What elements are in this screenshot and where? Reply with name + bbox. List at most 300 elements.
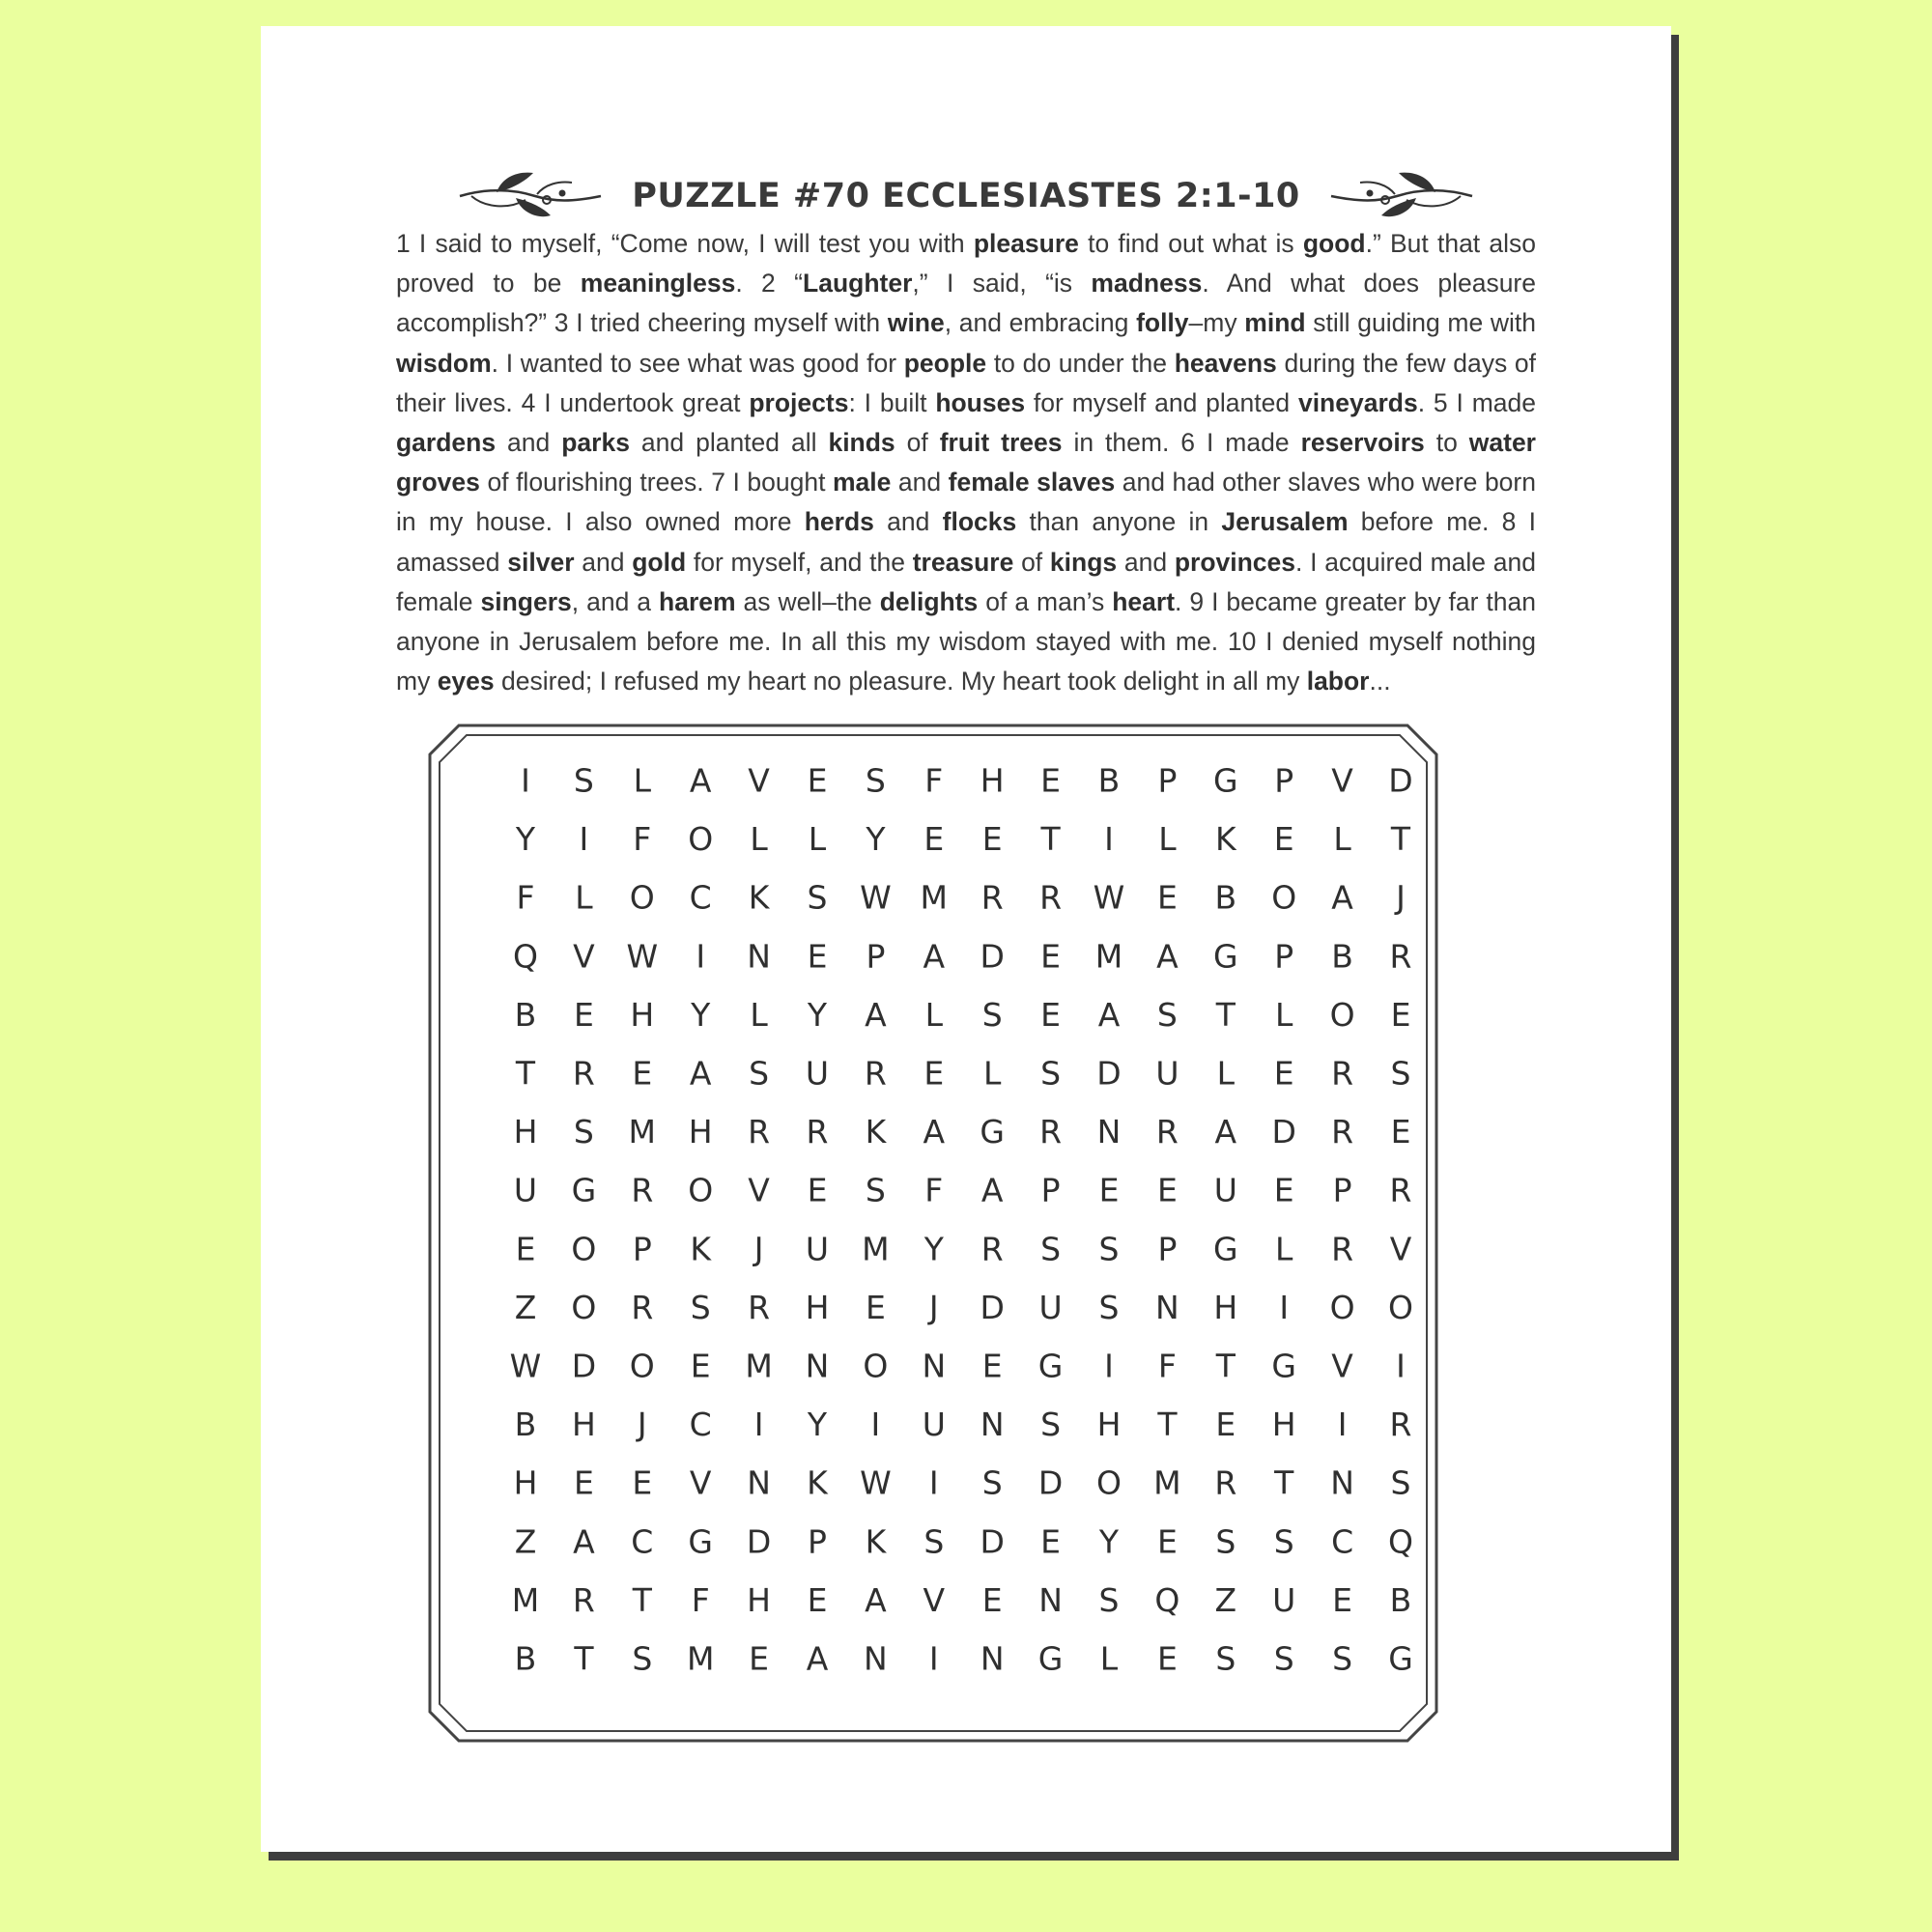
grid-letter[interactable]: D [746,1522,772,1561]
grid-letter[interactable]: K [865,1522,887,1561]
grid-letter[interactable]: S [1040,1230,1062,1268]
puzzle-title: PUZZLE #70 ECCLESIASTES 2:1-10 [632,177,1300,215]
grid-letter[interactable]: G [1271,1347,1296,1385]
passage-text: : I built [848,387,936,417]
grid-letter[interactable]: U [1155,1054,1179,1093]
grid-letter[interactable]: D [1388,761,1413,800]
grid-letter[interactable]: S [1215,1639,1236,1678]
grid-letter[interactable]: R [572,1580,595,1619]
grid-letter[interactable]: K [690,1230,712,1268]
passage-text: ,” I said, “is [912,269,1092,298]
grid-letter[interactable]: O [1388,1288,1413,1326]
grid-letter[interactable]: E [1040,937,1062,976]
grid-letter[interactable]: T [632,1580,652,1619]
grid-letter[interactable]: H [688,1113,713,1151]
grid-letter[interactable]: M [1153,1463,1181,1502]
grid-letter[interactable]: Z [514,1522,537,1561]
keyword: wine [887,308,945,338]
grid-letter[interactable]: E [1332,1580,1353,1619]
grid-letter[interactable]: Z [1214,1580,1237,1619]
grid-letter[interactable]: I [1279,1288,1290,1326]
grid-letter[interactable]: H [747,1580,772,1619]
grid-letter[interactable]: E [1156,878,1178,917]
grid-letter[interactable]: O [571,1288,597,1326]
grid-letter[interactable]: D [980,1522,1005,1561]
grid-letter[interactable]: A [1097,995,1121,1034]
passage-text: for myself, and the [686,547,913,577]
grid-letter[interactable]: E [632,1054,653,1093]
grid-letter[interactable]: O [1329,1288,1355,1326]
grid-letter[interactable]: C [631,1522,654,1561]
passage-text: and [1117,547,1175,577]
grid-letter[interactable]: V [923,1580,946,1619]
grid-letter[interactable]: W [626,937,659,976]
passage-text: and [496,428,562,458]
grid-letter[interactable]: O [629,878,655,917]
grid-letter[interactable]: M [628,1113,657,1151]
grid-letter[interactable]: E [573,995,594,1034]
grid-letter[interactable]: F [1157,1347,1177,1385]
grid-letter[interactable]: Q [1388,1522,1413,1561]
grid-letter[interactable]: A [865,995,887,1034]
grid-letter[interactable]: G [1037,1347,1064,1385]
grid-letter[interactable]: I [870,1406,881,1444]
grid-letter[interactable]: W [1093,878,1125,917]
grid-letter[interactable]: E [1098,1171,1120,1209]
grid-letter[interactable]: I [928,1463,939,1502]
grid-letter[interactable]: E [690,1347,711,1385]
grid-letter[interactable]: H [571,1406,596,1444]
grid-letter[interactable]: V [1331,1347,1353,1385]
grid-letter[interactable]: R [864,1054,887,1093]
grid-letter[interactable]: O [1096,1463,1122,1502]
grid-letter[interactable]: M [920,878,949,917]
grid-letter[interactable]: S [865,761,886,800]
grid-letter[interactable]: E [1273,1054,1294,1093]
keyword: mind [1244,308,1306,338]
grid-letter[interactable]: H [513,1463,538,1502]
grid-letter[interactable]: T [1215,995,1236,1034]
grid-letter[interactable]: R [980,1230,1004,1268]
keyword: flocks [942,507,1017,537]
grid-letter[interactable]: B [1389,1580,1412,1619]
grid-letter[interactable]: D [980,937,1005,976]
grid-letter[interactable]: N [747,937,771,976]
grid-letter[interactable]: N [805,1347,830,1385]
grid-letter[interactable]: L [808,820,827,859]
grid-letter[interactable]: R [1331,1113,1354,1151]
passage-text: . I acquired male and female [396,547,1536,616]
grid-letter[interactable]: P [1040,1171,1061,1209]
grid-letter[interactable]: H [1096,1406,1122,1444]
grid-letter[interactable]: V [748,761,770,800]
grid-letter[interactable]: S [1273,1639,1294,1678]
grid-letter[interactable]: P [1274,761,1294,800]
passage-text: as well–the [735,586,880,616]
grid-letter[interactable]: E [981,1347,1003,1385]
grid-letter[interactable]: T [1390,820,1411,859]
keyword: people [903,348,987,378]
grid-letter[interactable]: E [1040,995,1062,1034]
grid-letter[interactable]: O [1271,878,1297,917]
grid-letter[interactable]: S [1098,1288,1120,1326]
grid-letter[interactable]: D [1096,1054,1122,1093]
grid-letter[interactable]: E [981,820,1003,859]
passage-text: and planted all [629,428,829,458]
grid-letter[interactable]: A [1214,1113,1237,1151]
grid-letter[interactable]: N [1038,1580,1063,1619]
keyword: heavens [1174,348,1277,378]
grid-letter[interactable]: K [807,1463,828,1502]
grid-letter[interactable]: A [980,1171,1004,1209]
grid-letter[interactable]: R [1389,1171,1412,1209]
grid-letter[interactable]: D [1037,1463,1064,1502]
grid-letter[interactable]: A [865,1580,887,1619]
grid-letter[interactable]: B [514,1639,537,1678]
grid-letter[interactable]: L [750,820,768,859]
grid-letter[interactable]: S [1390,1463,1411,1502]
keyword: madness [1091,269,1203,298]
grid-letter[interactable]: V [1331,761,1353,800]
grid-letter[interactable]: T [574,1639,594,1678]
grid-letter[interactable]: E [807,1580,828,1619]
grid-letter[interactable]: E [1040,761,1062,800]
keyword: female slaves [948,468,1116,497]
grid-letter[interactable]: I [1104,820,1114,859]
grid-letter[interactable]: A [1156,937,1179,976]
passage-text: still guiding me with [1305,308,1536,338]
passage-text: and [574,547,633,577]
grid-letter[interactable]: S [1156,995,1178,1034]
grid-letter[interactable]: P [1157,1230,1178,1268]
grid-letter[interactable]: N [980,1639,1005,1678]
grid-letter[interactable]: F [924,1171,944,1209]
grid-letter[interactable]: S [865,1171,886,1209]
grid-letter[interactable]: N [747,1463,771,1502]
grid-letter[interactable]: R [631,1171,654,1209]
grid-letter[interactable]: U [1272,1580,1296,1619]
passage-text: . And what does pleasure accomplish?” 3 I tried cheering myself with [396,269,1536,338]
grid-letter[interactable]: O [688,1171,714,1209]
grid-letter[interactable]: N [980,1406,1005,1444]
grid-letter[interactable]: A [923,937,946,976]
grid-letter[interactable]: O [629,1347,655,1385]
grid-letter[interactable]: L [575,878,593,917]
grid-letter[interactable]: F [924,761,944,800]
grid-letter[interactable]: I [696,937,706,976]
passage-text: for myself and planted [1025,387,1298,417]
keyword: eyes [437,667,495,696]
grid-letter[interactable]: S [1098,1230,1120,1268]
grid-letter[interactable]: R [1039,878,1063,917]
grid-letter[interactable]: L [1275,995,1293,1034]
grid-letter[interactable]: H [1271,1406,1296,1444]
passage-text: to find out what is [1078,229,1303,258]
grid-letter[interactable]: S [981,1463,1003,1502]
keyword: kings [1049,547,1118,577]
grid-letter[interactable]: P [808,1522,827,1561]
grid-letter[interactable]: E [807,937,828,976]
grid-letter[interactable]: N [1155,1288,1179,1326]
grid-letter[interactable]: F [691,1580,710,1619]
grid-letter[interactable]: E [632,1463,653,1502]
grid-letter[interactable]: G [1213,937,1238,976]
grid-letter[interactable]: E [1390,995,1411,1034]
letter-grid [510,762,1413,1678]
grid-letter[interactable]: K [865,1113,887,1151]
grid-letter[interactable]: Y [807,995,828,1034]
grid-letter[interactable]: G [1037,1639,1064,1678]
grid-letter[interactable]: E [865,1288,886,1326]
keyword: wisdom [396,348,492,378]
grid-letter[interactable]: M [745,1347,773,1385]
grid-letter[interactable]: T [1274,1463,1294,1502]
grid-letter[interactable]: U [805,1054,830,1093]
grid-letter[interactable]: I [579,820,589,859]
grid-letter[interactable]: H [980,761,1005,800]
grid-letter[interactable]: V [748,1171,770,1209]
grid-letter[interactable]: E [515,1230,536,1268]
passage-text: of [895,428,940,458]
passage-text: , and a [571,586,660,616]
grid-letter[interactable]: Y [807,1406,828,1444]
grid-letter[interactable]: S [923,1522,945,1561]
passage-text: to do under the [986,348,1175,378]
grid-letter[interactable]: H [513,1113,538,1151]
grid-letter[interactable]: D [571,1347,597,1385]
keyword: Jerusalem [1221,507,1349,537]
grid-letter[interactable]: Q [513,937,538,976]
grid-letter[interactable]: N [922,1347,947,1385]
grid-letter[interactable]: J [928,1288,939,1326]
grid-letter[interactable]: W [509,1347,542,1385]
grid-letter[interactable]: T [515,1054,536,1093]
grid-letter[interactable]: K [748,878,770,917]
passage-text: of a man’s [978,586,1113,616]
keyword: treasure [912,547,1014,577]
grid-letter[interactable]: R [1331,1230,1354,1268]
grid-letter[interactable]: L [924,995,943,1034]
grid-letter[interactable]: A [689,1054,712,1093]
grid-letter[interactable]: R [1039,1113,1063,1151]
grid-letter[interactable]: U [922,1406,946,1444]
grid-letter[interactable]: R [631,1288,654,1326]
grid-letter[interactable]: E [1156,1171,1178,1209]
passage-text: desired; I refused my heart no pleasure. My heart took delight in all my [494,667,1307,696]
grid-letter[interactable]: S [1390,1054,1411,1093]
grid-letter[interactable]: L [1099,1639,1119,1678]
grid-letter[interactable]: S [749,1054,770,1093]
grid-letter[interactable]: O [688,820,714,859]
grid-letter[interactable]: E [1390,1113,1411,1151]
grid-letter[interactable]: I [753,1406,764,1444]
grid-letter[interactable]: O [863,1347,889,1385]
grid-letter[interactable]: S [1215,1522,1236,1561]
grid-letter[interactable]: R [1155,1113,1179,1151]
grid-letter[interactable]: F [633,820,652,859]
grid-letter[interactable]: B [514,995,537,1034]
grid-letter[interactable]: S [1040,1054,1062,1093]
grid-letter[interactable]: R [748,1113,771,1151]
passage-text: and [891,468,949,497]
grid-letter[interactable]: E [807,1171,828,1209]
grid-letter[interactable]: B [1214,878,1237,917]
grid-letter[interactable]: M [862,1230,890,1268]
grid-letter[interactable]: D [980,1288,1005,1326]
grid-letter[interactable]: D [1271,1113,1296,1151]
grid-letter[interactable]: T [1215,1347,1236,1385]
grid-letter[interactable]: M [1094,937,1123,976]
grid-letter[interactable]: L [1275,1230,1293,1268]
grid-letter[interactable]: E [923,820,945,859]
grid-letter[interactable]: R [1331,1054,1354,1093]
grid-letter[interactable]: I [1104,1347,1114,1385]
grid-letter[interactable]: J [1396,878,1406,917]
grid-letter[interactable]: I [1396,1347,1406,1385]
passage-text: before me. 8 I amassed [396,507,1536,577]
grid-letter[interactable]: G [571,1171,597,1209]
grid-letter[interactable]: P [1332,1171,1352,1209]
grid-letter[interactable]: R [572,1054,595,1093]
grid-letter[interactable]: J [637,1406,647,1444]
grid-letter[interactable]: E [1040,1522,1062,1561]
grid-letter[interactable]: G [980,1113,1005,1151]
grid-letter[interactable]: Y [515,820,536,859]
grid-letter[interactable]: S [1332,1639,1353,1678]
grid-letter[interactable]: U [513,1171,538,1209]
grid-letter[interactable]: J [753,1230,764,1268]
grid-letter[interactable]: H [630,995,655,1034]
grid-letter[interactable]: E [1156,1522,1178,1561]
grid-letter[interactable]: R [806,1113,829,1151]
grid-letter[interactable]: E [1273,820,1294,859]
grid-letter[interactable]: P [1157,761,1178,800]
grid-letter[interactable]: R [1389,1406,1412,1444]
grid-letter[interactable]: W [860,1463,892,1502]
passage-text: . 5 I made [1417,387,1536,417]
grid-letter[interactable]: V [573,937,595,976]
grid-letter[interactable]: E [749,1639,770,1678]
grid-letter[interactable]: P [866,937,886,976]
grid-letter[interactable]: S [981,995,1003,1034]
passage-text: of flourishing trees. 7 I bought [479,468,833,497]
grid-letter[interactable]: Z [514,1288,537,1326]
grid-letter[interactable]: E [923,1054,945,1093]
grid-letter[interactable]: S [807,878,828,917]
grid-letter[interactable]: U [805,1230,830,1268]
grid-letter[interactable]: U [1213,1171,1237,1209]
grid-letter[interactable]: R [748,1288,771,1326]
passage-text: of [1013,547,1050,577]
grid-letter[interactable]: Y [691,995,711,1034]
keyword: water groves [396,428,1536,497]
grid-letter[interactable]: B [1097,761,1121,800]
grid-letter[interactable]: P [632,1230,652,1268]
grid-letter[interactable]: C [689,1406,712,1444]
grid-letter[interactable]: G [1388,1639,1413,1678]
keyword: fruit trees [939,428,1063,458]
grid-letter[interactable]: G [1213,761,1238,800]
grid-letter[interactable]: T [1157,1406,1178,1444]
grid-letter[interactable]: L [750,995,768,1034]
grid-letter[interactable]: A [1331,878,1353,917]
grid-letter[interactable]: N [864,1639,888,1678]
grid-letter[interactable]: M [686,1639,715,1678]
grid-letter[interactable]: W [860,878,892,917]
grid-letter[interactable]: I [521,761,530,800]
grid-letter[interactable]: S [1273,1522,1294,1561]
grid-letter[interactable]: O [1329,995,1355,1034]
grid-letter[interactable]: H [1213,1288,1238,1326]
grid-letter[interactable]: R [1389,937,1412,976]
grid-letter[interactable]: V [1389,1230,1412,1268]
grid-letter[interactable]: E [573,1463,594,1502]
grid-letter[interactable]: L [1158,820,1177,859]
grid-letter[interactable]: Q [1154,1580,1180,1619]
grid-letter[interactable]: N [1330,1463,1354,1502]
grid-letter[interactable]: A [689,761,712,800]
grid-letter[interactable]: C [689,878,712,917]
grid-letter[interactable]: A [806,1639,829,1678]
grid-letter[interactable]: A [923,1113,946,1151]
grid-letter[interactable]: T [1040,820,1061,859]
grid-letter[interactable]: I [928,1639,939,1678]
grid-letter[interactable]: E [1273,1171,1294,1209]
keyword: provinces [1174,547,1296,577]
grid-letter[interactable]: E [1215,1406,1236,1444]
grid-letter[interactable]: E [1156,1639,1178,1678]
grid-letter[interactable]: K [1214,820,1236,859]
grid-letter[interactable]: S [573,1113,594,1151]
grid-letter[interactable]: Y [1098,1522,1120,1561]
grid-letter[interactable]: C [1331,1522,1354,1561]
passage-text: 1 I said to myself, “Come now, I will test you with [396,229,974,258]
grid-letter[interactable]: E [807,761,828,800]
grid-letter[interactable]: B [1331,937,1353,976]
grid-letter[interactable]: L [633,761,651,800]
passage-text: and [873,507,943,537]
grid-letter[interactable]: S [1098,1580,1120,1619]
grid-letter[interactable]: B [514,1406,537,1444]
grid-letter[interactable]: Y [866,820,886,859]
keyword: parks [561,428,630,458]
grid-letter[interactable]: L [1333,820,1351,859]
grid-letter[interactable]: P [1274,937,1294,976]
grid-letter[interactable]: R [1214,1463,1237,1502]
grid-letter[interactable]: R [980,878,1004,917]
grid-letter[interactable]: E [981,1580,1003,1619]
grid-letter[interactable]: S [632,1639,653,1678]
grid-letter[interactable]: A [573,1522,595,1561]
grid-letter[interactable]: F [516,878,535,917]
grid-letter[interactable]: H [805,1288,830,1326]
grid-letter[interactable]: S [690,1288,711,1326]
grid-letter[interactable]: G [688,1522,713,1561]
grid-letter[interactable]: M [511,1580,540,1619]
grid-letter[interactable]: O [571,1230,597,1268]
grid-letter[interactable]: Y [923,1230,944,1268]
grid-letter[interactable]: G [1213,1230,1238,1268]
grid-letter[interactable]: U [1038,1288,1063,1326]
grid-letter[interactable]: S [573,761,594,800]
grid-letter[interactable]: V [689,1463,712,1502]
grid-letter[interactable]: N [1096,1113,1122,1151]
keyword: good [1302,229,1366,258]
grid-letter[interactable]: L [1216,1054,1235,1093]
grid-letter[interactable]: L [983,1054,1002,1093]
grid-letter[interactable]: I [1337,1406,1348,1444]
grid-letter[interactable]: S [1040,1406,1062,1444]
